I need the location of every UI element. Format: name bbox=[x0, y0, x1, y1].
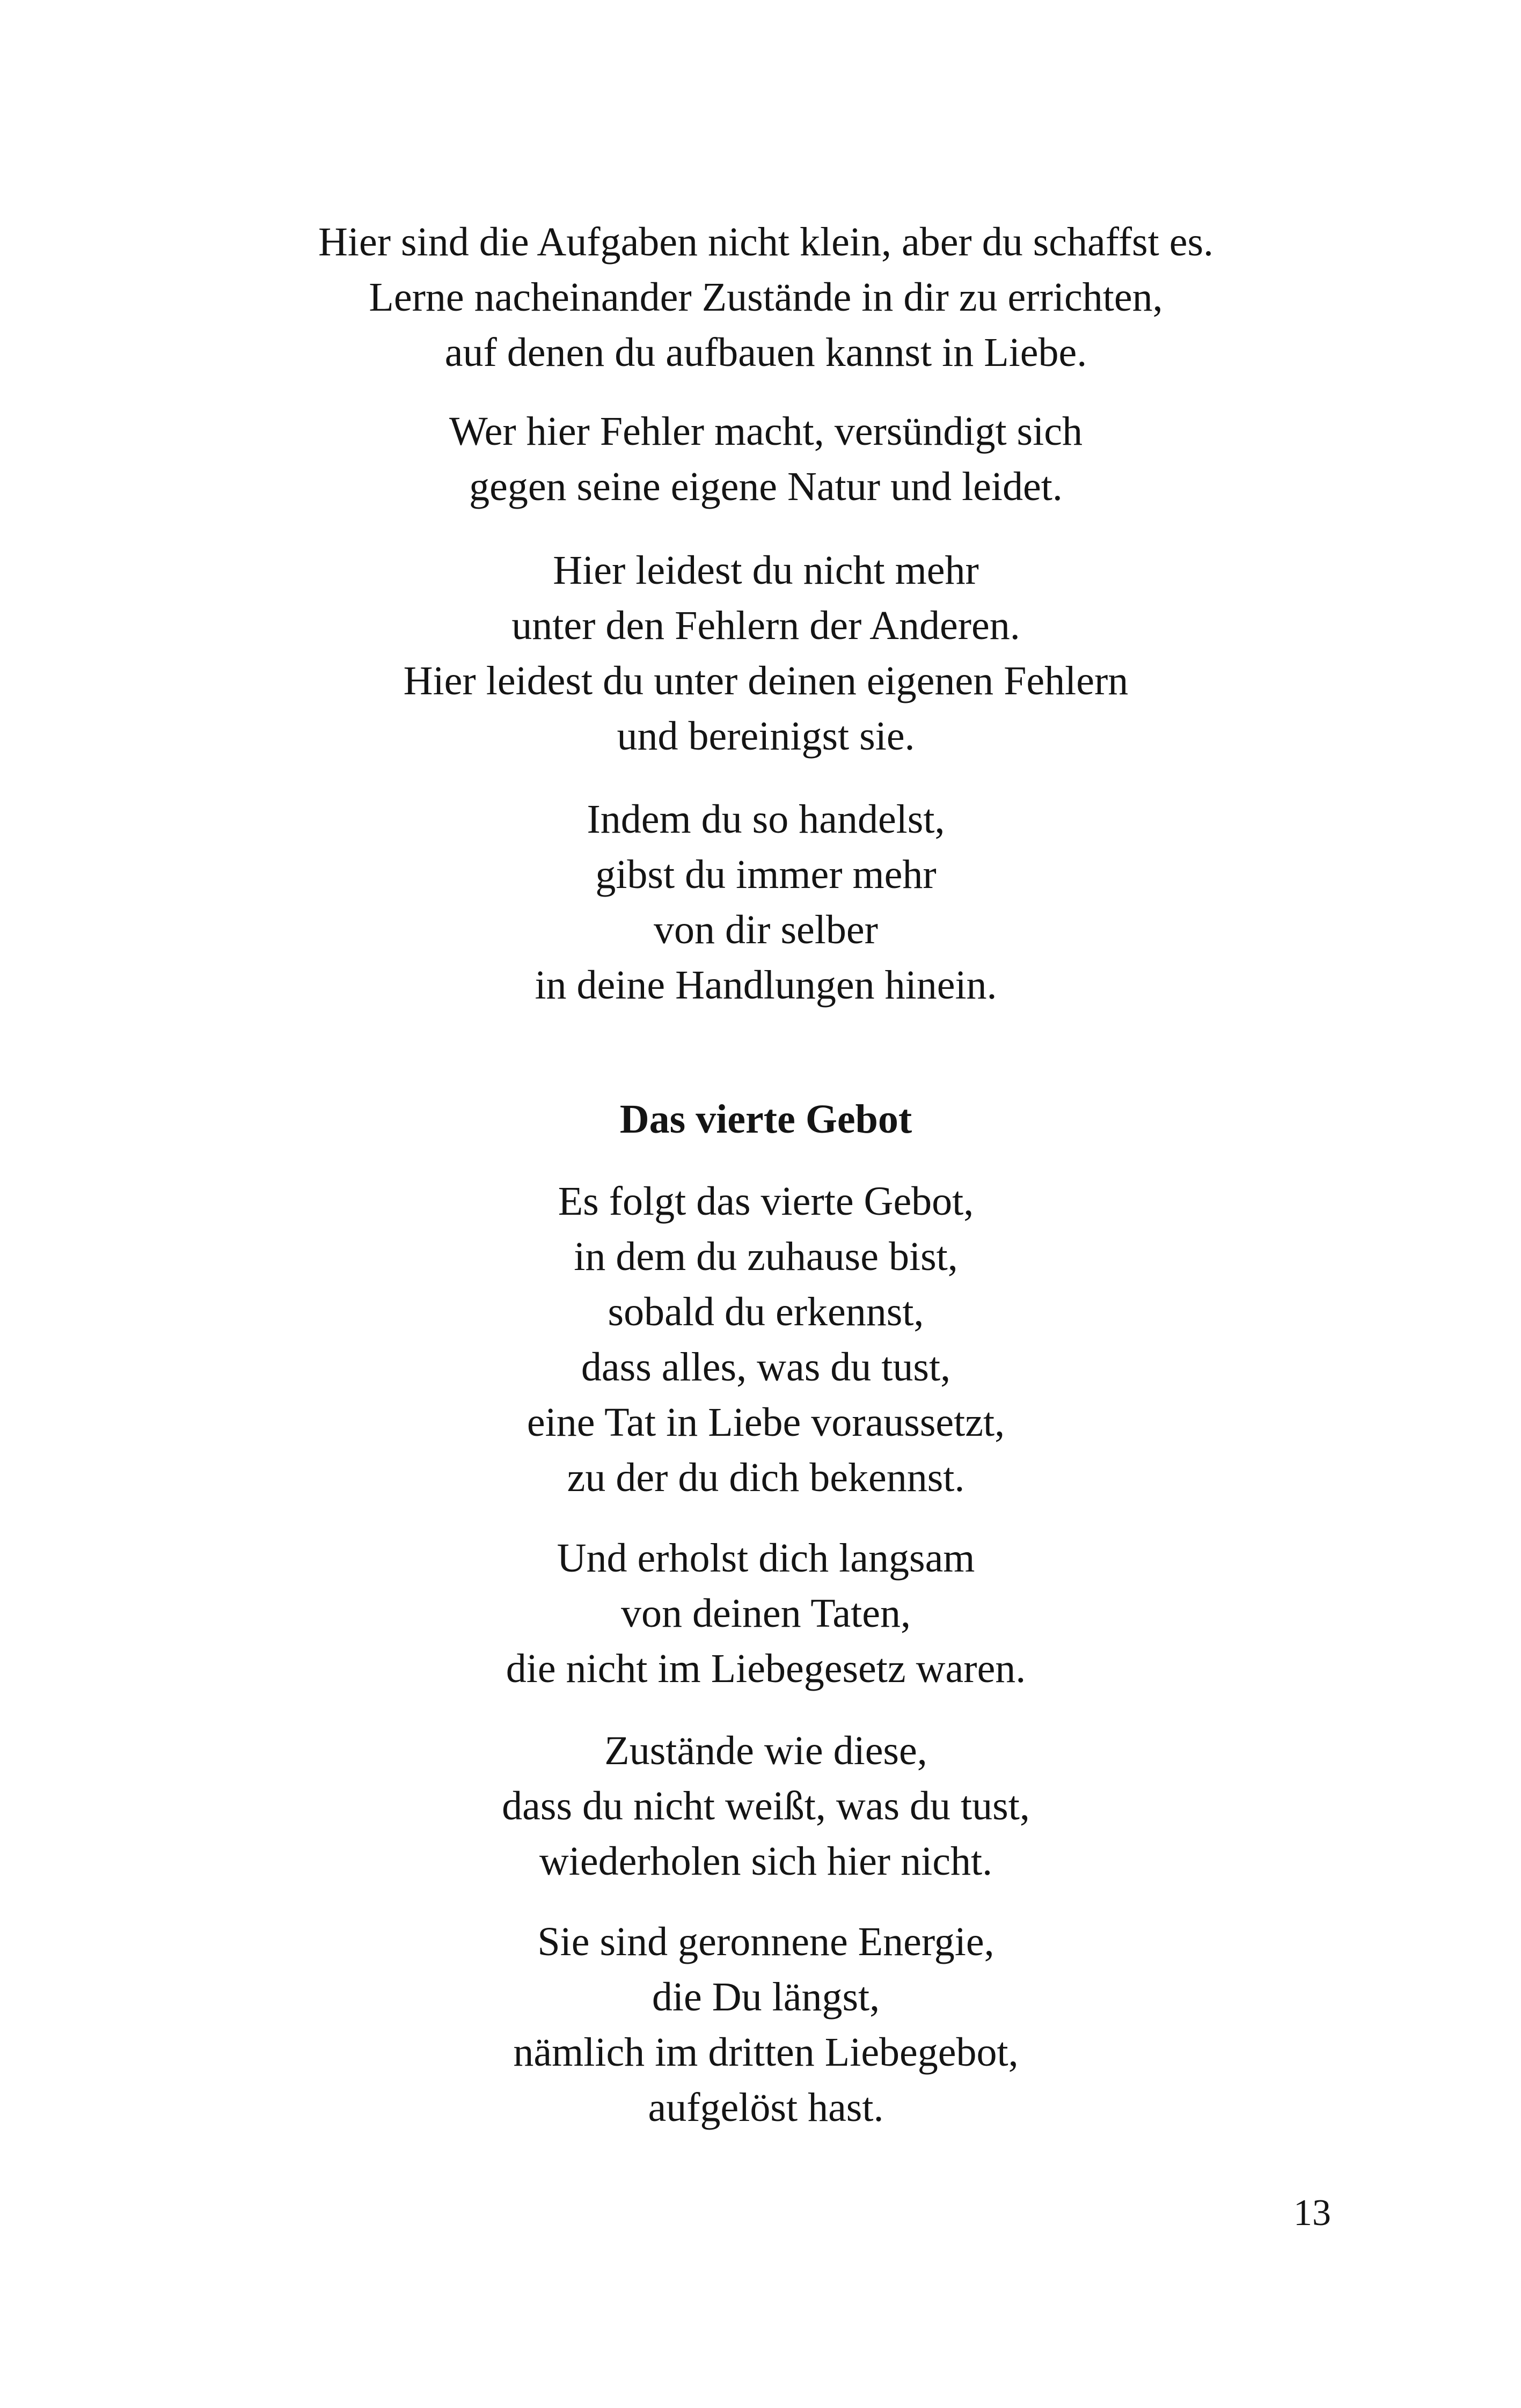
poem-line: Es folgt das vierte Gebot, bbox=[558, 1179, 974, 1224]
poem-line: die Du längst, bbox=[652, 1974, 880, 2020]
poem-line: aufgelöst hast. bbox=[648, 2085, 884, 2130]
poem-line: Wer hier Fehler macht, versündigt sich bbox=[449, 409, 1083, 454]
poem-line: wiederholen sich hier nicht. bbox=[539, 1839, 993, 1884]
poem-line: dass alles, was du tust, bbox=[581, 1345, 951, 1390]
poem-line: die nicht im Liebegesetz waren. bbox=[506, 1646, 1026, 1691]
poem-line: in deine Handlungen hinein. bbox=[535, 963, 997, 1008]
stanza-1 bbox=[161, 215, 1371, 380]
stanza-8 bbox=[161, 1914, 1371, 2135]
poem-line: nämlich im dritten Liebegebot, bbox=[513, 2030, 1019, 2075]
stanza-3 bbox=[161, 543, 1371, 764]
poem-line: Lerne nacheinander Zustände in dir zu errichten, bbox=[369, 275, 1163, 320]
poem-line: Hier leidest du unter deinen eigenen Fehlern bbox=[403, 658, 1129, 703]
poem-line: sobald du erkennst, bbox=[608, 1289, 924, 1334]
stanza-2 bbox=[161, 404, 1371, 515]
poem-line: Zustände wie diese, bbox=[604, 1728, 927, 1773]
poem-line: dass du nicht weißt, was du tust, bbox=[502, 1783, 1030, 1829]
poem-line: eine Tat in Liebe voraussetzt, bbox=[526, 1400, 1005, 1445]
poem-line: gibst du immer mehr bbox=[595, 852, 937, 897]
poem-line: auf denen du aufbauen kannst in Liebe. bbox=[444, 330, 1087, 375]
poem-line: unter den Fehlern der Anderen. bbox=[511, 603, 1020, 648]
section-heading: Das vierte Gebot bbox=[619, 1097, 912, 1142]
poem-line: Indem du so handelst, bbox=[587, 797, 945, 842]
stanza-4 bbox=[161, 792, 1371, 1013]
poem-line: Hier leidest du nicht mehr bbox=[553, 548, 979, 593]
stanza-5 bbox=[161, 1174, 1371, 1506]
poem-line: gegen seine eigene Natur und leidet. bbox=[469, 464, 1063, 509]
poem-line: in dem du zuhause bist, bbox=[574, 1234, 958, 1279]
poem-line: und bereinigst sie. bbox=[617, 714, 915, 759]
poem-line: von dir selber bbox=[654, 907, 878, 952]
poem-line: Hier sind die Aufgaben nicht klein, aber du schaffst es. bbox=[318, 219, 1214, 265]
poem-line: von deinen Taten, bbox=[621, 1591, 911, 1636]
poem-line: zu der du dich bekennst. bbox=[567, 1455, 965, 1500]
stanza-6 bbox=[161, 1531, 1371, 1697]
poem-line: Und erholst dich langsam bbox=[557, 1536, 975, 1581]
poem-line: Sie sind geronnene Energie, bbox=[537, 1919, 994, 1964]
page-number: 13 bbox=[1293, 2192, 1331, 2234]
stanza-7 bbox=[161, 1723, 1371, 1889]
